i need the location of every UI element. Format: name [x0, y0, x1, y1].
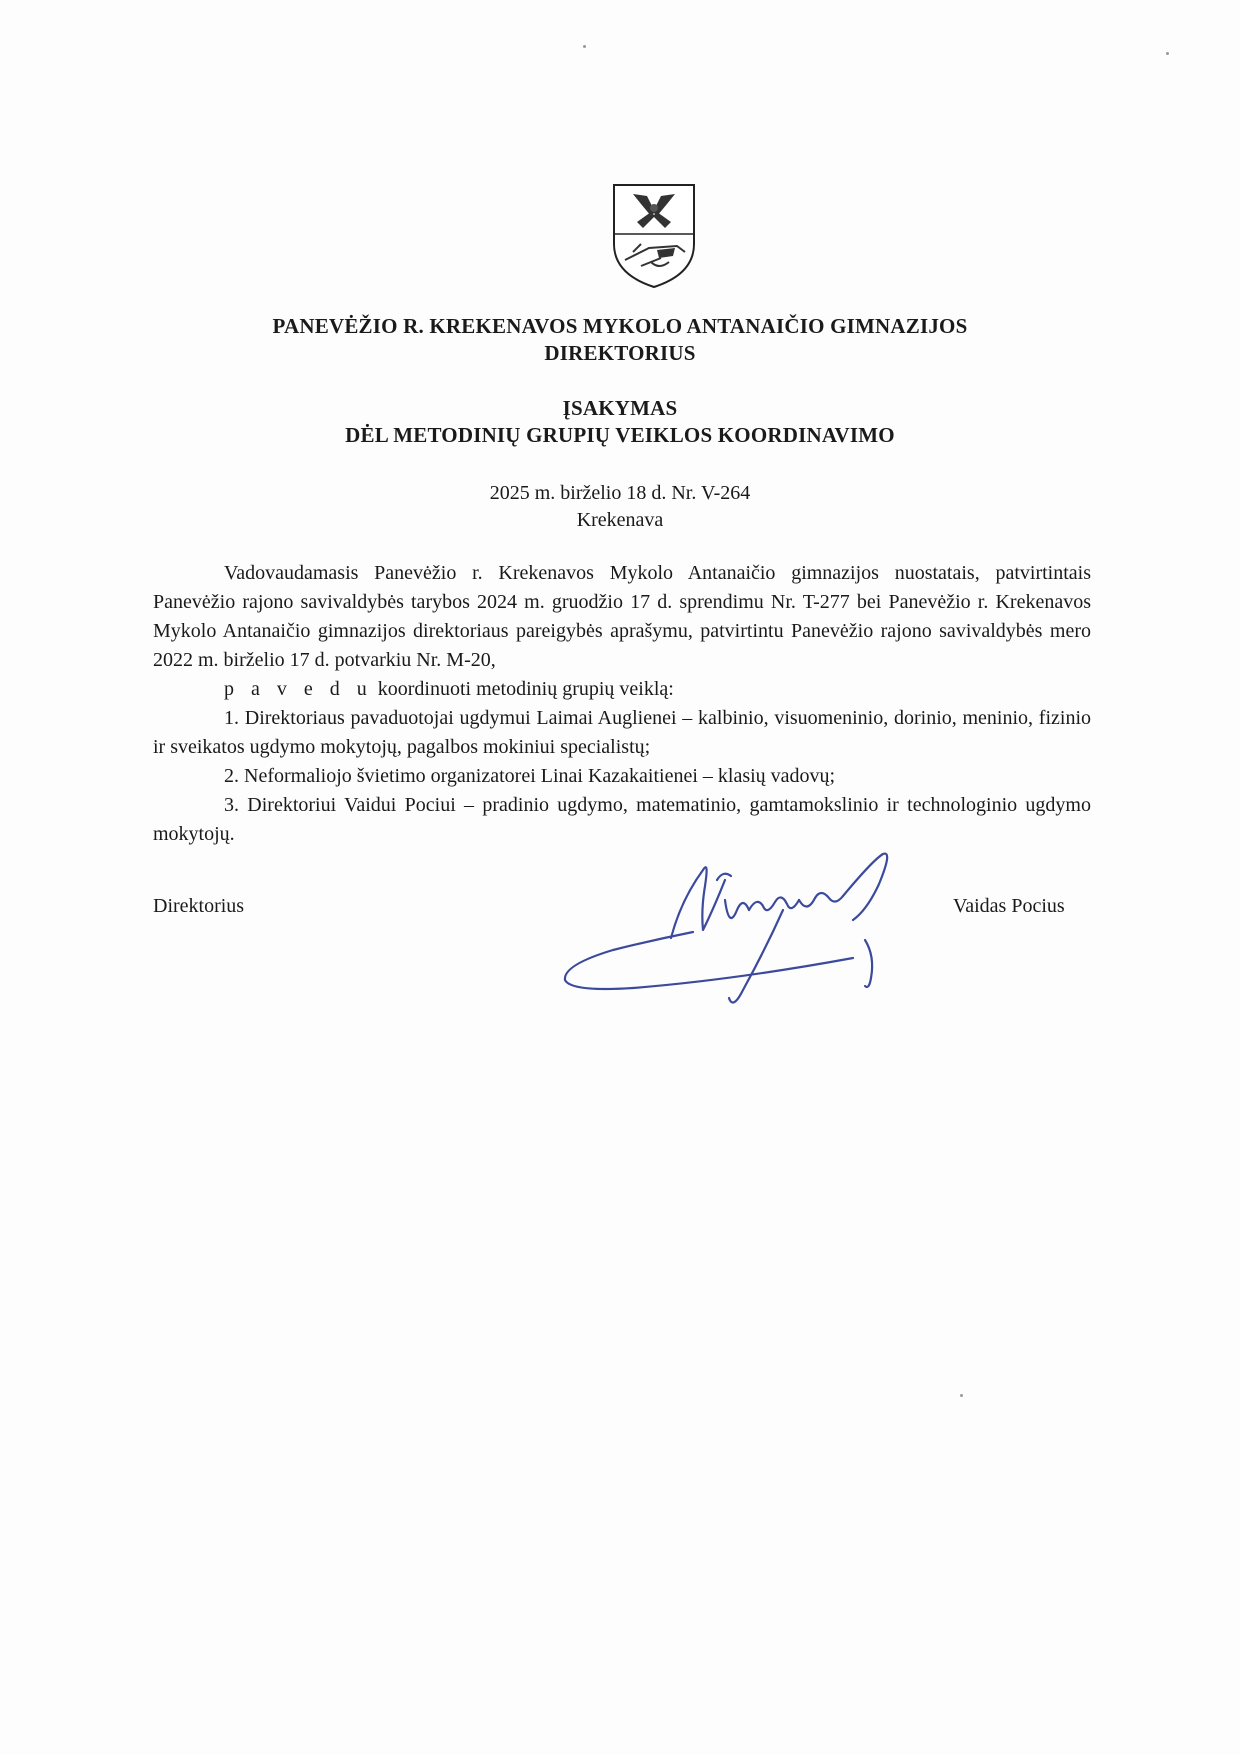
handwritten-signature: [553, 840, 933, 1020]
coat-of-arms-icon: [611, 182, 697, 290]
document-title: DĖL METODINIŲ GRUPIŲ VEIKLOS KOORDINAVIMO: [345, 423, 895, 447]
document-meta: [0, 480, 1240, 534]
order-text: koordinuoti metodinių grupių veiklą:: [372, 678, 674, 700]
signatory-name: Vaidas Pocius: [953, 895, 1065, 917]
scan-speck: [1166, 52, 1169, 55]
order-verb: p a v e d u: [224, 678, 373, 700]
organization-heading: [0, 313, 1240, 367]
order-item-1: 1. Direktoriaus pavaduotojai ugdymui Laimai Auglienei – kalbinio, visuomeninio, dorinio, meninio, fizinio ir sveikatos ugdymo mokytojų, pagalbos mokiniui specialistų;: [153, 707, 1091, 758]
date-and-number: 2025 m. birželio 18 d. Nr. V-264: [489, 482, 751, 504]
document-body: [153, 559, 1091, 849]
scan-speck: [960, 1394, 963, 1397]
signatory-position: Direktorius: [153, 895, 245, 917]
document-type: ĮSAKYMAS: [562, 396, 678, 420]
organization-role: DIREKTORIUS: [544, 341, 696, 365]
order-item-3: 3. Direktoriui Vaidui Pociui – pradinio ugdymo, matematinio, gamtamokslinio ir technologinio ugdymo mokytojų.: [153, 794, 1091, 845]
scan-speck: [583, 45, 586, 48]
order-paragraph: [153, 675, 1091, 704]
order-item-2: 2. Neformaliojo švietimo organizatorei Linai Kazakaitienei – klasių vadovų;: [224, 765, 836, 787]
order-heading: [0, 395, 1240, 449]
intro-paragraph: Vadovaudamasis Panevėžio r. Krekenavos Mykolo Antanaičio gimnazijos nuostatais, patvirtintais Panevėžio rajono savivaldybės tarybos 2024 m. gruodžio 17 d. sprendimu Nr. T-277 bei Panevėžio r. Krekenavos Mykolo Antanaičio gimnazijos direktoriaus pareigybės aprašymu, patvirtintu Panevėžio rajono savivaldybės mero 2022 m. birželio 17 d. potvarkiu Nr. M-20,: [153, 562, 1091, 671]
organization-name: PANEVĖŽIO R. KREKENAVOS MYKOLO ANTANAIČIO GIMNAZIJOS: [272, 314, 968, 338]
place-of-issue: Krekenava: [576, 509, 664, 531]
